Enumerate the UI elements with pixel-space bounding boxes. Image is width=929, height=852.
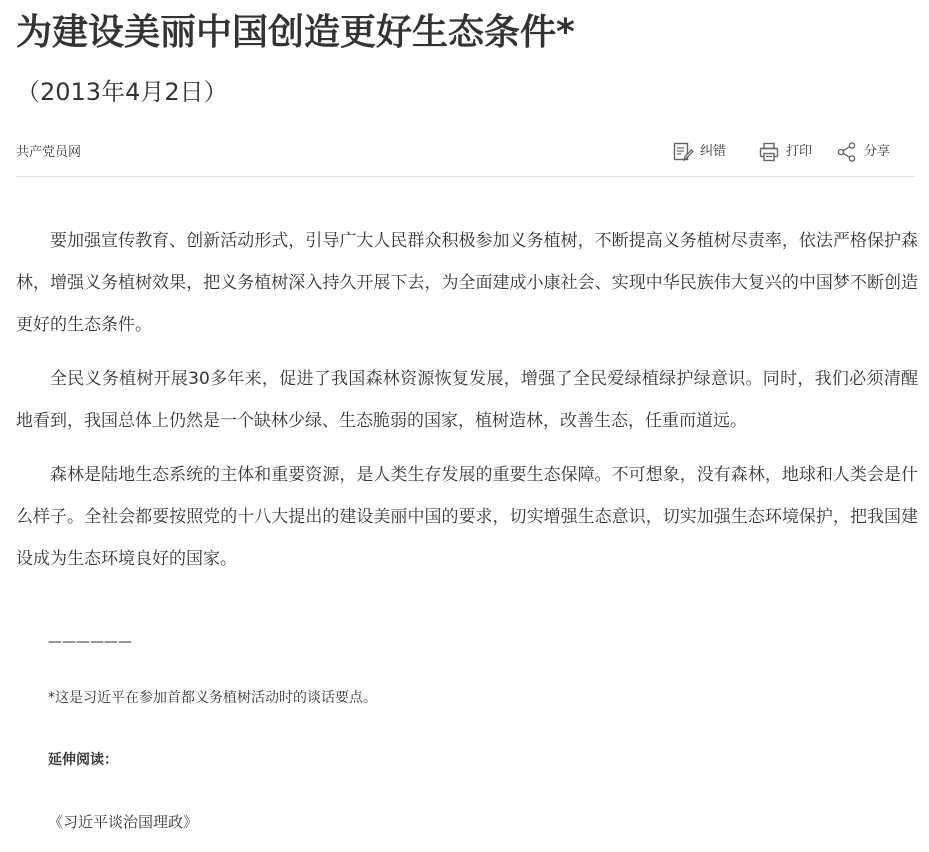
footnote-separator: —————— bbox=[48, 634, 132, 650]
correct-button[interactable] bbox=[672, 140, 726, 164]
share-button[interactable] bbox=[836, 140, 890, 164]
correct-label: 纠错 bbox=[700, 144, 727, 159]
share-label: 分享 bbox=[864, 144, 891, 159]
article-date: （2013年4月2日） bbox=[16, 78, 228, 106]
share-icon bbox=[836, 141, 858, 163]
footnote: *这是习近平在参加首都义务植树活动时的谈话要点。 bbox=[48, 690, 377, 706]
printer-icon bbox=[758, 141, 780, 163]
body-paragraph: 全民义务植树开展30多年来，促进了我国森林资源恢复发展，增强了全民爱绿植绿护绿意识。同时，我们必须清醒地看到，我国总体上仍然是一个缺林少绿、生态脆弱的国家，植树造林，改善生态，任重而道远。 bbox=[16, 369, 918, 431]
article-source: 共产党员网 bbox=[16, 145, 82, 160]
article-body bbox=[16, 220, 918, 592]
extended-reading-link[interactable]: 《习近平谈治国理政》 bbox=[48, 813, 199, 831]
article-meta-bar bbox=[16, 136, 915, 177]
edit-icon bbox=[672, 141, 694, 163]
article-title: 为建设美丽中国创造更好生态条件* bbox=[16, 12, 575, 53]
body-paragraph: 要加强宣传教育、创新活动形式，引导广大人民群众积极参加义务植树，不断提高义务植树尽责率，依法严格保护森林，增强义务植树效果，把义务植树深入持久开展下去，为全面建成小康社会、实现中华民族伟大复兴的中国梦不断创造更好的生态条件。 bbox=[16, 231, 918, 335]
extended-reading-label: 延伸阅读： bbox=[48, 752, 118, 768]
print-label: 打印 bbox=[786, 144, 813, 159]
print-button[interactable] bbox=[758, 140, 812, 164]
body-paragraph: 森林是陆地生态系统的主体和重要资源，是人类生存发展的重要生态保障。不可想象，没有森林，地球和人类会是什么样子。全社会都要按照党的十八大提出的建设美丽中国的要求，切实增强生态意识，切实加强生态环境保护，把我国建设成为生态环境良好的国家。 bbox=[16, 465, 918, 569]
